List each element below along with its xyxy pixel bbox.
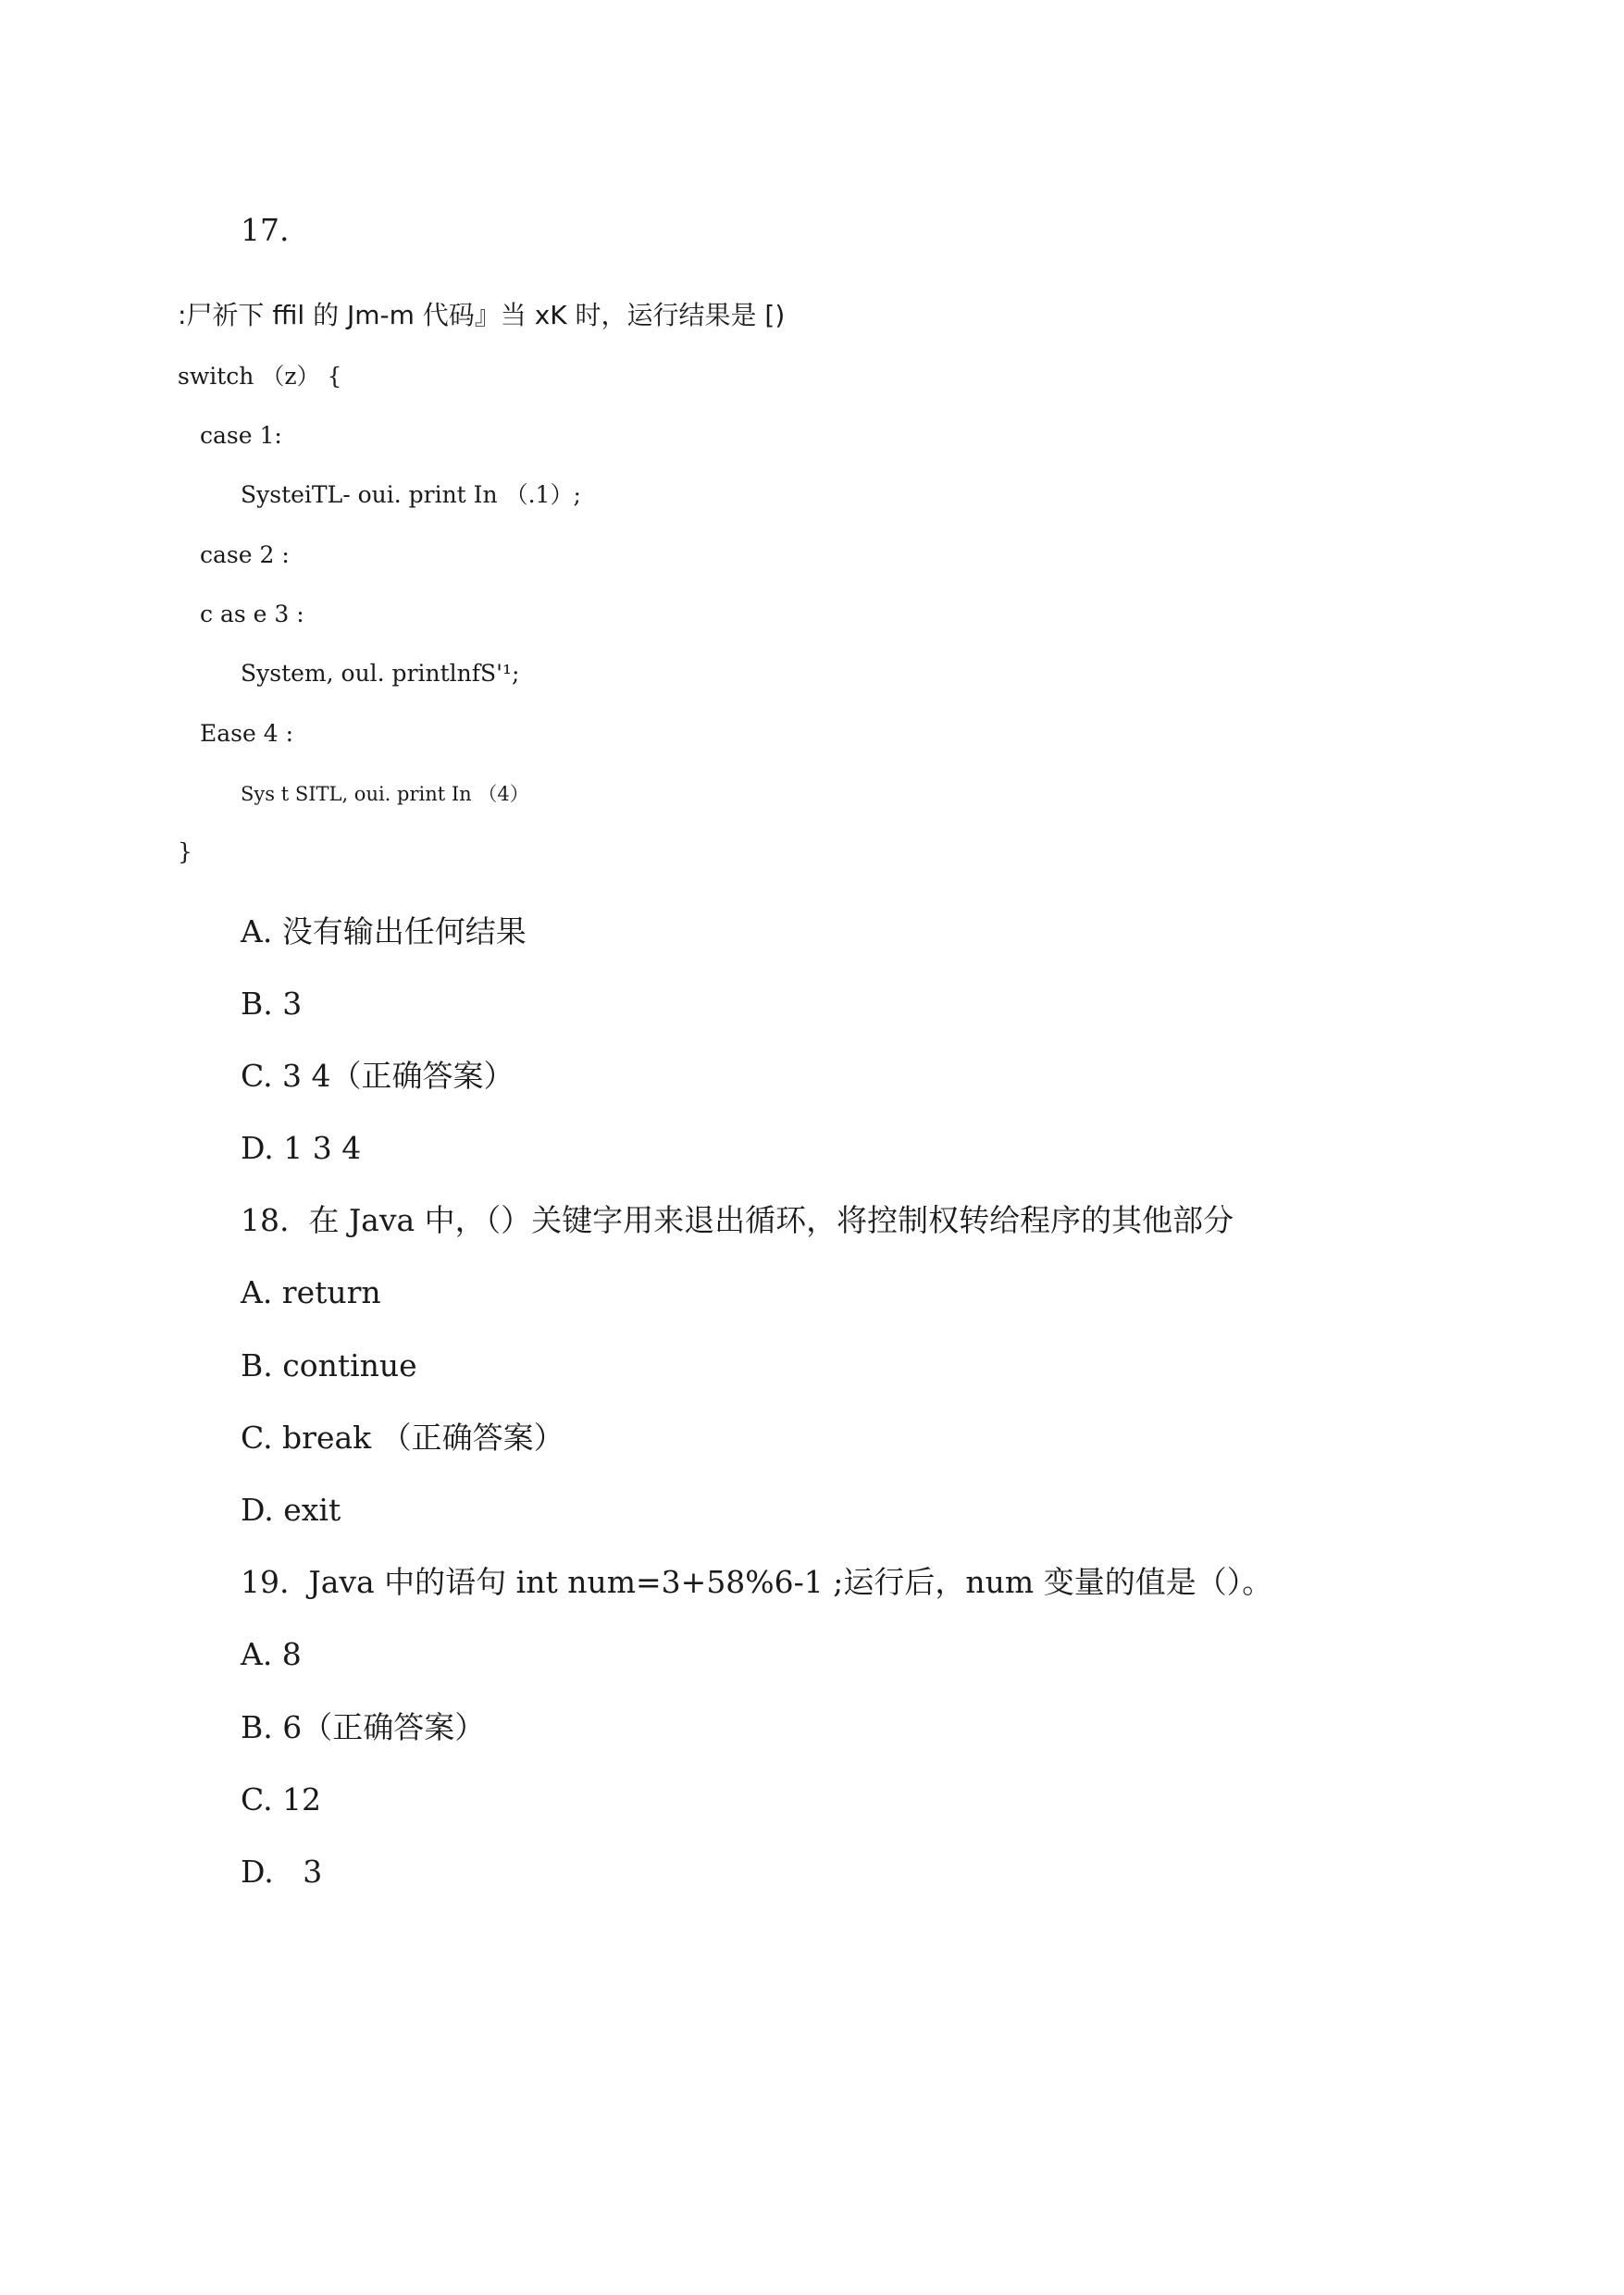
q18-option-d: D. exit — [241, 1492, 341, 1528]
code-line-3: SysteiTL- oui. print In （.1）; — [241, 481, 581, 508]
question-19-text: 19. Java 中的语句 int num=3+58%6-1 ;运行后，num 变量的值是（）。 — [241, 1564, 1273, 1600]
question-17-prompt: :尸祈下 ffil 的 Jm-m 代码』当 xK 时，运行结果是 [) — [178, 300, 786, 330]
code-line-8: Sys t SITL, oui. print In （4） — [241, 783, 529, 805]
code-line-9: } — [178, 838, 192, 865]
q19-option-a: A. 8 — [241, 1636, 302, 1672]
q17-option-d: D. 1 3 4 — [241, 1130, 362, 1166]
q17-option-b: B. 3 — [241, 986, 303, 1022]
code-line-7: Ease 4 : — [200, 720, 294, 747]
q17-option-a: A. 没有输出任何结果 — [241, 913, 527, 949]
question-18-text: 18. 在 Java 中，（）关键字用来退出循环，将控制权转给程序的其他部分 — [241, 1202, 1234, 1238]
q19-option-c: C. 12 — [241, 1781, 322, 1817]
code-line-1: switch （z） { — [178, 363, 342, 390]
code-line-4: case 2 : — [200, 541, 290, 568]
q19-option-b: B. 6（正确答案） — [241, 1709, 486, 1745]
code-line-6: System, oul. printlnfS'¹; — [241, 660, 520, 687]
q17-option-c: C. 3 4（正确答案） — [241, 1058, 514, 1094]
code-line-5: c as e 3 : — [200, 601, 304, 627]
q18-option-a: A. return — [241, 1274, 381, 1310]
code-line-2: case 1: — [200, 422, 282, 449]
q19-option-d: D. 3 — [241, 1854, 323, 1890]
q18-option-b: B. continue — [241, 1347, 417, 1383]
q18-option-c: C. break （正确答案） — [241, 1420, 564, 1456]
question-17-number: 17. — [241, 212, 290, 248]
